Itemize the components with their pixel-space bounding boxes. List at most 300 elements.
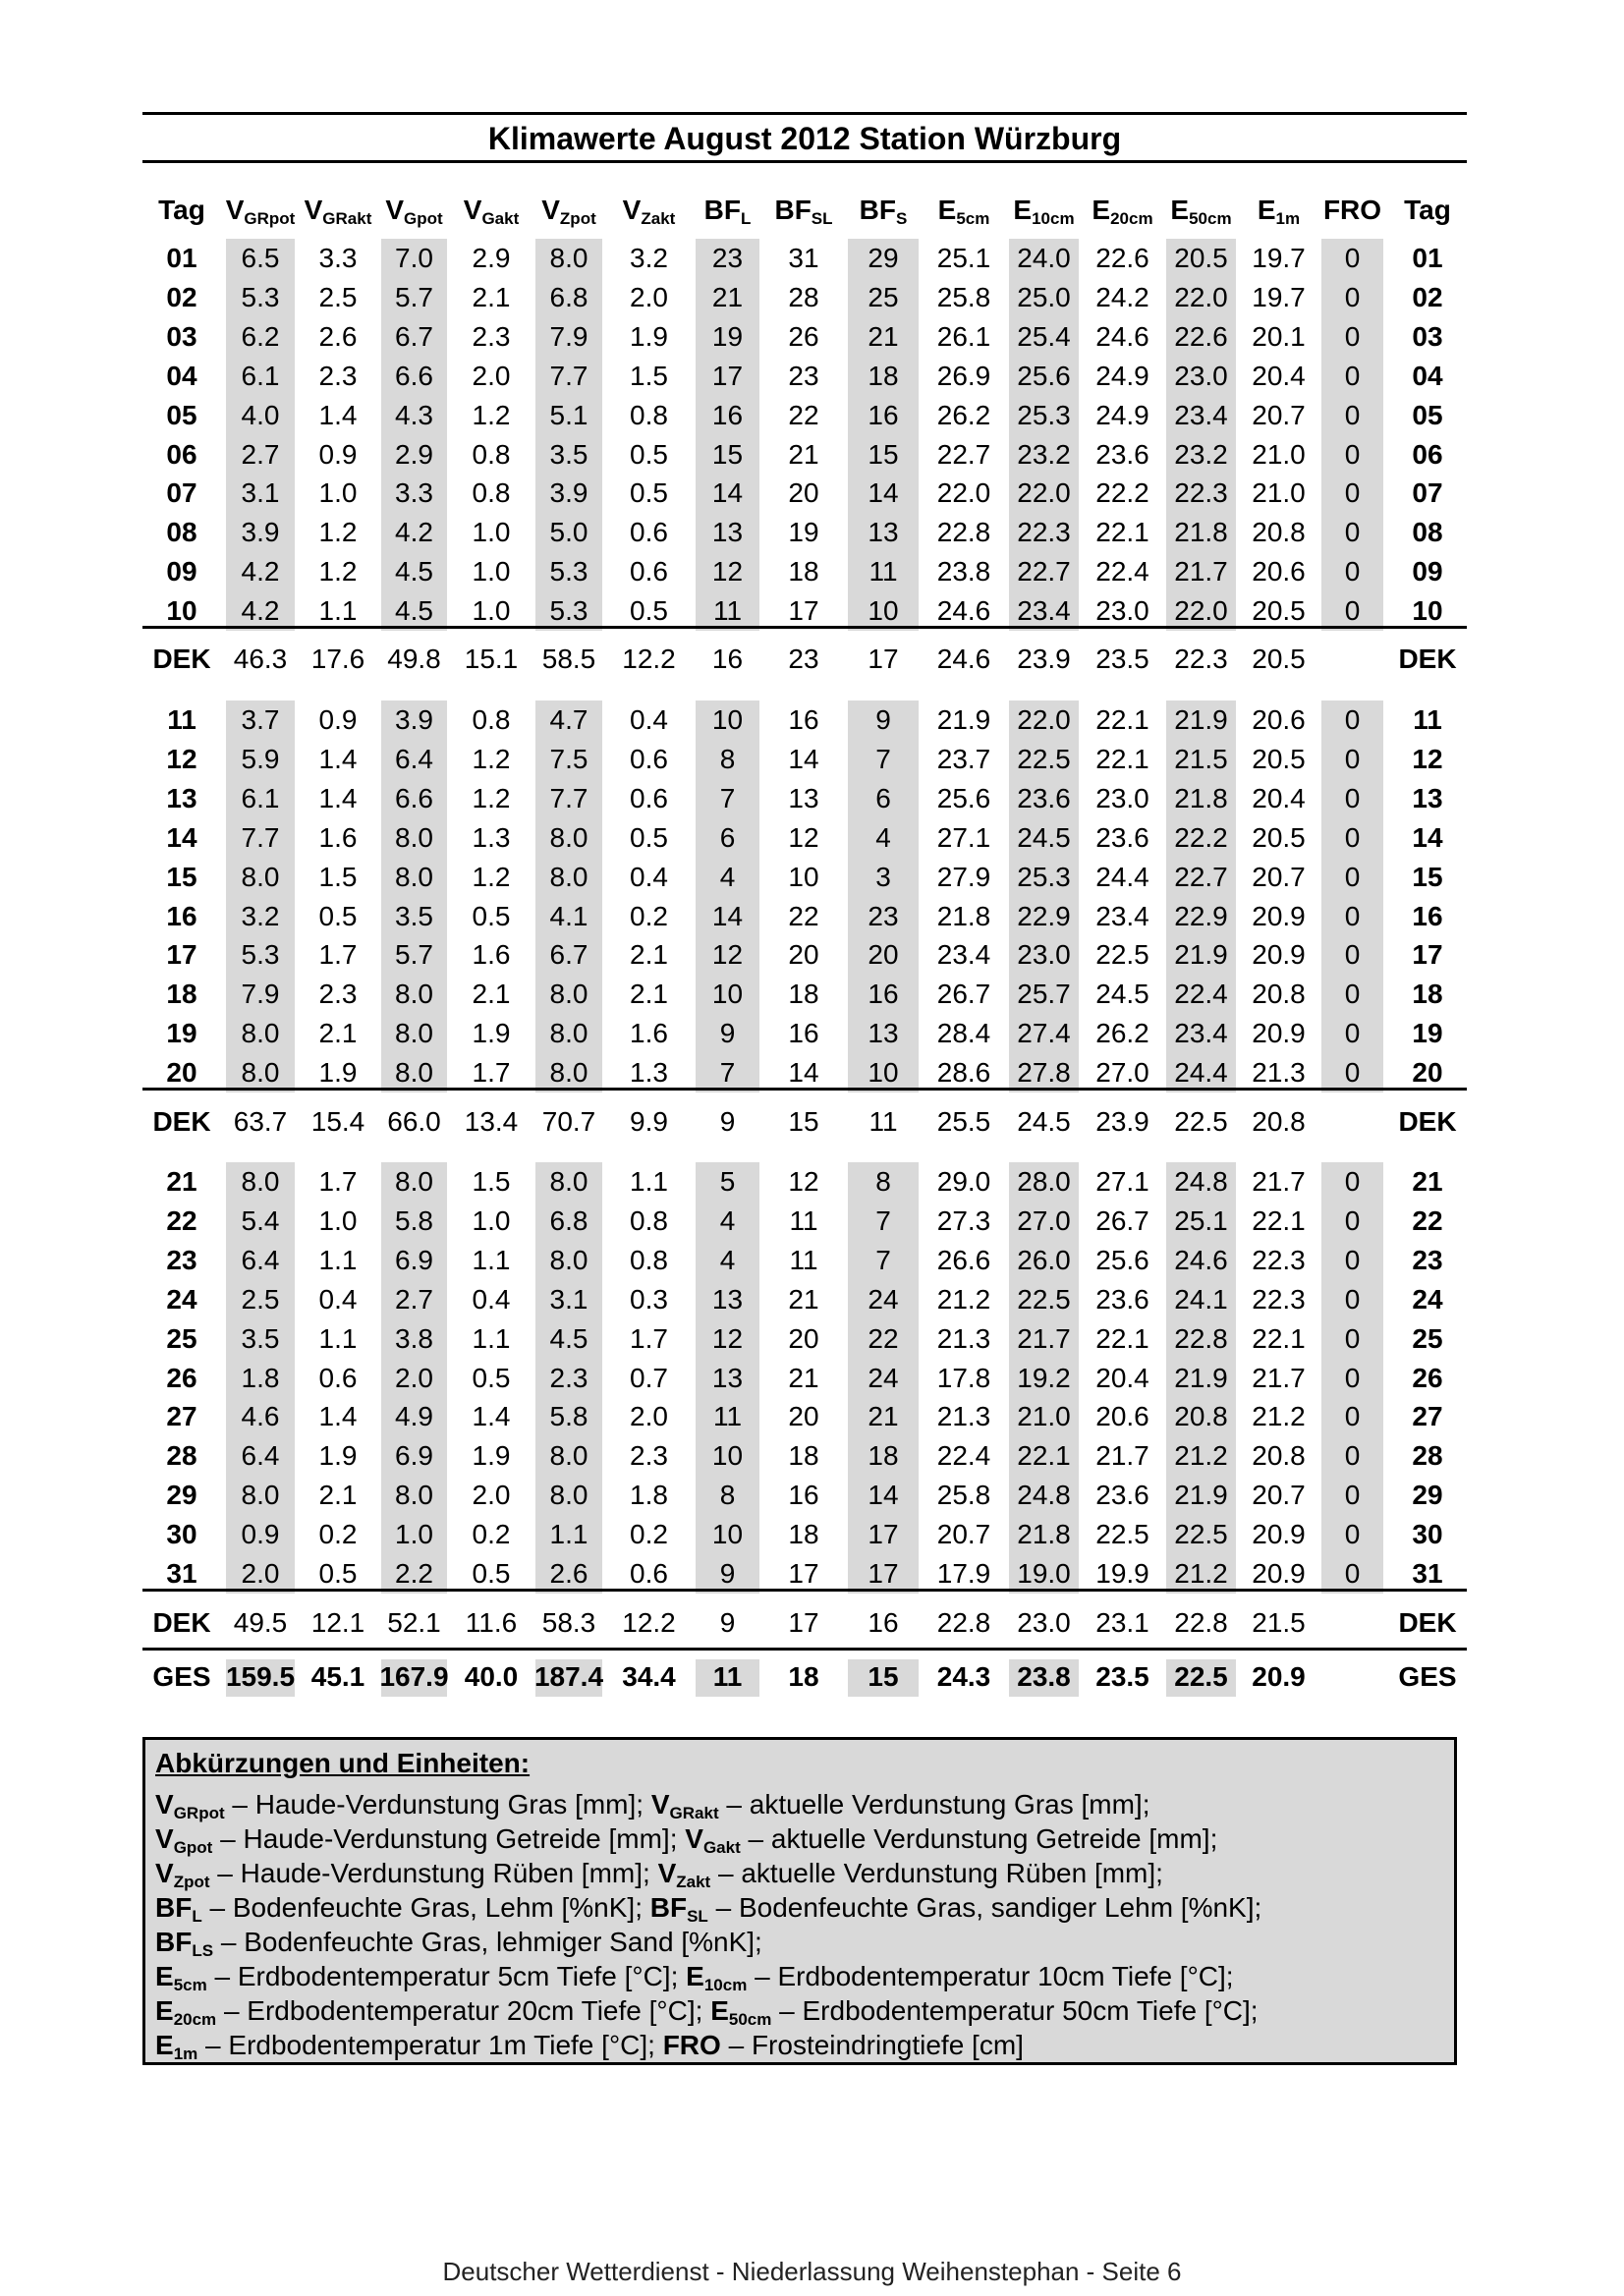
- data-cell: 20.9: [1252, 1558, 1306, 1589]
- data-cell: 0: [1344, 243, 1361, 273]
- data-cell: 23.4: [1017, 595, 1071, 627]
- data-cell: 24.4: [1095, 861, 1149, 892]
- data-cell: 22: [788, 900, 819, 931]
- data-cell: 1.6: [318, 821, 358, 853]
- data-cell: 1.4: [318, 743, 358, 774]
- data-cell: 19.7: [1252, 243, 1306, 273]
- legend-abbrev-sub: 5cm: [173, 1976, 207, 1994]
- data-cell: 10: [788, 861, 819, 892]
- day-label: 11: [1413, 704, 1442, 735]
- column-header: [1084, 191, 1161, 230]
- legend-lines: [155, 1787, 1444, 2062]
- data-cell: 31: [788, 243, 819, 273]
- data-cell: 24.0: [1017, 243, 1071, 273]
- data-cell: 22.3: [1252, 1244, 1306, 1275]
- data-cell: 1.6: [472, 939, 511, 971]
- data-cell: 4: [719, 1204, 736, 1236]
- dek-cell: 70.7: [541, 1106, 596, 1137]
- legend-abbrev: V: [155, 1858, 174, 1888]
- data-cell: 20.8: [1174, 1401, 1228, 1432]
- legend-definition: – Erdbodentemperatur 1m Tiefe [°C];: [197, 2030, 663, 2060]
- day-label: 28: [1412, 1440, 1443, 1472]
- dek-cell: 15.4: [310, 1106, 365, 1137]
- data-cell: 5.0: [549, 517, 588, 548]
- legend-definition: – Haude-Verdunstung Gras [mm];: [224, 1789, 651, 1820]
- dek-cell: [1316, 640, 1388, 679]
- data-cell: 2.0: [472, 360, 511, 391]
- data-cell: 2.9: [472, 243, 511, 273]
- dek-cell: 22.8: [1174, 1607, 1228, 1638]
- data-cell: 24.9: [1095, 360, 1149, 391]
- dek-cell: 22.3: [1174, 644, 1228, 674]
- ges-cell: 34.4: [622, 1661, 676, 1692]
- day-label: 27: [1412, 1401, 1443, 1432]
- legend-definition: – aktuelle Verdunstung Gras [mm];: [718, 1789, 1150, 1820]
- data-cell: 21.7: [1252, 1166, 1306, 1197]
- data-cell: 2.1: [318, 1018, 358, 1049]
- data-cell: 21.7: [1095, 1440, 1149, 1472]
- data-cell: 5.8: [549, 1401, 588, 1432]
- data-cell: 1.7: [472, 1057, 511, 1089]
- day-label: 22: [166, 1204, 197, 1236]
- data-cell: 1.0: [395, 1519, 433, 1550]
- data-cell: 1.7: [318, 939, 358, 971]
- column-header-main: E: [937, 195, 957, 225]
- data-cell: 1.7: [318, 1166, 358, 1197]
- day-label: 03: [166, 320, 197, 352]
- column-header-sub: S: [895, 209, 908, 228]
- data-cell: 0.2: [630, 1519, 668, 1550]
- data-cell: 22.3: [1174, 477, 1228, 509]
- column-header-sub: L: [740, 209, 752, 228]
- data-cell: 0: [1344, 477, 1361, 509]
- data-cell: 21.7: [1252, 1362, 1306, 1393]
- data-cell: 16: [868, 399, 899, 430]
- data-cell: 7.7: [549, 782, 588, 813]
- legend-abbrev-sub: Gpot: [173, 1838, 213, 1857]
- legend-line: [155, 1856, 1444, 1890]
- data-cell: 2.7: [395, 1283, 433, 1315]
- data-cell: 27.9: [936, 861, 991, 892]
- data-cell: 21.0: [1252, 477, 1306, 509]
- data-cell: 1.5: [318, 861, 358, 892]
- column-header-main: E: [1170, 195, 1190, 225]
- data-cell: 2.3: [318, 360, 358, 391]
- day-label: 30: [166, 1519, 197, 1550]
- data-cell: 6.6: [395, 782, 433, 813]
- data-cell: 14: [711, 477, 744, 509]
- data-cell: 22.3: [1252, 1283, 1306, 1315]
- data-cell: 20.6: [1252, 704, 1306, 735]
- ges-cell: 11: [712, 1661, 743, 1692]
- dek-cell: 24.5: [1017, 1106, 1071, 1137]
- legend-abbrev-sub: 10cm: [703, 1976, 748, 1994]
- data-cell: 25.1: [936, 243, 991, 273]
- day-label: 29: [1412, 1480, 1443, 1511]
- data-cell: 0.5: [630, 438, 668, 470]
- data-cell: 0.6: [630, 782, 668, 813]
- ges-label: GES: [1398, 1661, 1457, 1692]
- data-cell: 4.1: [549, 900, 588, 931]
- data-cell: 20: [868, 939, 899, 971]
- data-cell: 5.4: [241, 1204, 280, 1236]
- data-cell: 22.2: [1174, 821, 1228, 853]
- data-cell: 0.5: [318, 900, 358, 931]
- data-cell: 21.8: [1174, 517, 1228, 548]
- data-cell: 22.9: [1017, 900, 1071, 931]
- data-cell: 22.0: [1017, 477, 1071, 509]
- data-cell: 26.2: [1095, 1018, 1149, 1049]
- data-cell: 1.2: [472, 399, 511, 430]
- dek-cell: [1316, 1603, 1388, 1643]
- data-cell: 0: [1344, 1018, 1361, 1049]
- data-cell: 22.0: [1174, 281, 1228, 312]
- ges-cell: 45.1: [310, 1661, 365, 1692]
- data-cell: 2.0: [630, 281, 668, 312]
- data-cell: 23.4: [1174, 399, 1228, 430]
- data-cell: 8.0: [241, 861, 280, 892]
- data-cell: 13: [788, 782, 819, 813]
- data-cell: 0.8: [472, 438, 511, 470]
- data-cell: 16: [788, 704, 819, 735]
- data-cell: 26.6: [936, 1244, 991, 1275]
- dek-cell: 9.9: [630, 1106, 668, 1137]
- data-cell: 17: [788, 595, 819, 627]
- data-cell: 12: [711, 1322, 744, 1354]
- dek-cell: 9: [719, 1607, 736, 1638]
- data-cell: 6.5: [241, 243, 280, 273]
- data-cell: 8.0: [549, 1018, 588, 1049]
- legend-box: [142, 1737, 1457, 2065]
- data-cell: 18: [788, 1440, 819, 1472]
- data-cell: 22.1: [1017, 1440, 1071, 1472]
- data-cell: 0: [1344, 979, 1361, 1010]
- dek-cell: 58.3: [541, 1607, 596, 1638]
- column-header-main: V: [304, 195, 323, 225]
- data-cell: 16: [711, 399, 744, 430]
- legend-abbrev: E: [710, 1995, 729, 2026]
- dek-cell: 23.1: [1095, 1607, 1149, 1638]
- data-cell: 1.5: [472, 1166, 511, 1197]
- data-cell: 24.5: [1017, 821, 1071, 853]
- data-cell: 24.6: [1095, 320, 1149, 352]
- data-cell: 17: [868, 1558, 899, 1589]
- data-cell: 5.3: [549, 595, 588, 627]
- data-cell: 17.8: [936, 1362, 991, 1393]
- data-cell: 21.3: [936, 1401, 991, 1432]
- data-cell: 21: [788, 438, 819, 470]
- page-footer: Deutscher Wetterdienst - Niederlassung Weihenstephan - Seite 6: [442, 2257, 1182, 2286]
- data-cell: 4.2: [241, 556, 280, 588]
- data-cell: 21: [868, 320, 899, 352]
- data-cell: 22.1: [1252, 1322, 1306, 1354]
- data-cell: 0: [1344, 1057, 1361, 1089]
- data-cell: 0: [1344, 595, 1361, 627]
- data-cell: 21.9: [1174, 939, 1228, 971]
- data-cell: 9: [719, 1558, 736, 1589]
- data-cell: 4.5: [395, 556, 433, 588]
- data-cell: 3: [875, 861, 891, 892]
- day-label: 31: [1412, 1558, 1443, 1589]
- column-header-main: V: [225, 195, 245, 225]
- data-cell: 0: [1344, 360, 1361, 391]
- data-cell: 27.8: [1017, 1057, 1071, 1089]
- data-cell: 22.5: [1095, 939, 1149, 971]
- data-cell: 4.5: [549, 1322, 588, 1354]
- day-label: 04: [1412, 360, 1443, 391]
- data-cell: 12: [711, 939, 744, 971]
- data-cell: 20.9: [1252, 1519, 1306, 1550]
- dek-label: DEK: [152, 1607, 211, 1638]
- dek-cell: 9: [719, 1106, 736, 1137]
- data-cell: 1.8: [241, 1362, 280, 1393]
- data-cell: 0.6: [630, 556, 668, 588]
- data-cell: 1.1: [549, 1519, 588, 1550]
- data-cell: 18: [868, 360, 899, 391]
- day-label: 12: [166, 743, 197, 774]
- data-cell: 19.7: [1252, 281, 1306, 312]
- data-cell: 11: [868, 556, 898, 588]
- data-cell: 7.9: [549, 320, 588, 352]
- data-cell: 13: [711, 517, 744, 548]
- column-header: [1161, 191, 1241, 230]
- ges-cell: 23.5: [1095, 1661, 1149, 1692]
- data-cell: 0.9: [318, 704, 358, 735]
- data-cell: 27.3: [936, 1204, 991, 1236]
- data-cell: 18: [788, 979, 819, 1010]
- column-header-sub: Gpot: [404, 209, 443, 228]
- data-cell: 27.1: [1095, 1166, 1149, 1197]
- column-header: [221, 191, 300, 230]
- column-header-main: E: [1092, 195, 1111, 225]
- dek-cell: 16: [711, 644, 744, 674]
- ges-cell: 167.9: [379, 1661, 449, 1692]
- dek-cell: 15: [788, 1106, 819, 1137]
- data-cell: 21.5: [1174, 743, 1228, 774]
- data-cell: 8.0: [395, 861, 433, 892]
- data-cell: 0.8: [472, 704, 511, 735]
- data-cell: 5.1: [549, 399, 588, 430]
- data-cell: 2.6: [318, 320, 358, 352]
- data-cell: 21.8: [936, 900, 991, 931]
- dek-cell: 49.8: [387, 644, 441, 674]
- data-cell: 19: [788, 517, 819, 548]
- column-header-sub: Zakt: [641, 209, 676, 228]
- data-cell: 7.9: [241, 979, 280, 1010]
- data-cell: 4.7: [549, 704, 588, 735]
- day-label: 01: [166, 243, 197, 273]
- data-cell: 3.3: [318, 243, 358, 273]
- legend-definition: – Erdbodentemperatur 50cm Tiefe [°C];: [771, 1995, 1259, 2026]
- dek-cell: 58.5: [541, 644, 596, 674]
- data-cell: 20.6: [1252, 556, 1306, 588]
- data-cell: 22.3: [1017, 517, 1071, 548]
- column-header-main: V: [463, 195, 482, 225]
- day-label: 21: [1412, 1166, 1443, 1197]
- data-cell: 20: [788, 1322, 819, 1354]
- data-cell: 5.3: [549, 556, 588, 588]
- data-cell: 3.9: [549, 477, 588, 509]
- data-cell: 23.2: [1174, 438, 1228, 470]
- data-cell: 18: [788, 1519, 819, 1550]
- data-cell: 27.0: [1017, 1204, 1071, 1236]
- legend-line: [155, 1821, 1444, 1856]
- data-cell: 20.8: [1252, 517, 1306, 548]
- column-header: [843, 191, 924, 230]
- data-cell: 22.1: [1095, 704, 1149, 735]
- day-label: 10: [166, 595, 197, 627]
- data-cell: 27.4: [1017, 1018, 1071, 1049]
- data-cell: 20: [788, 1401, 819, 1432]
- column-header-main: FRO: [1322, 195, 1382, 225]
- data-cell: 22: [788, 399, 819, 430]
- dek-label: DEK: [152, 1106, 211, 1137]
- dek-cell: 23.0: [1017, 1607, 1071, 1638]
- legend-abbrev: BF: [155, 1892, 193, 1923]
- ges-cell: 187.4: [533, 1661, 604, 1692]
- legend-abbrev: V: [155, 1823, 174, 1854]
- data-cell: 6.1: [241, 782, 280, 813]
- data-cell: 21.7: [1017, 1322, 1071, 1354]
- data-cell: 3.8: [395, 1322, 433, 1354]
- data-cell: 25.3: [1017, 861, 1071, 892]
- legend-definition: – Haude-Verdunstung Rüben [mm];: [209, 1858, 658, 1888]
- data-cell: 3.5: [395, 900, 433, 931]
- data-cell: 17: [711, 360, 744, 391]
- data-cell: 8.0: [549, 979, 588, 1010]
- data-cell: 0: [1344, 438, 1361, 470]
- data-cell: 22.1: [1095, 743, 1149, 774]
- data-cell: 8.0: [549, 1480, 588, 1511]
- data-cell: 22.6: [1095, 243, 1149, 273]
- dek-cell: 25.5: [936, 1106, 991, 1137]
- data-cell: 22.8: [936, 517, 991, 548]
- data-cell: 9: [719, 1018, 736, 1049]
- data-cell: 11: [712, 1401, 743, 1432]
- day-label: 14: [1412, 821, 1443, 853]
- data-cell: 28.0: [1017, 1166, 1071, 1197]
- column-header: [1316, 191, 1388, 230]
- data-cell: 5.3: [241, 939, 280, 971]
- day-label: 01: [1412, 243, 1443, 273]
- legend-line: [155, 1993, 1444, 2028]
- data-cell: 23: [868, 900, 899, 931]
- day-label: 31: [166, 1558, 197, 1589]
- data-cell: 8.0: [549, 1166, 588, 1197]
- data-cell: 23.0: [1095, 782, 1149, 813]
- data-cell: 24.8: [1174, 1166, 1228, 1197]
- data-cell: 0.6: [630, 1558, 668, 1589]
- dek-cell: 11.6: [465, 1607, 518, 1638]
- column-header: [1241, 191, 1316, 230]
- data-cell: 2.0: [395, 1362, 433, 1393]
- data-cell: 22.5: [1174, 1519, 1228, 1550]
- day-label: 13: [1412, 782, 1443, 813]
- data-cell: 4: [719, 1244, 736, 1275]
- data-cell: 24.5: [1095, 979, 1149, 1010]
- data-cell: 22.4: [1095, 556, 1149, 588]
- data-cell: 5.7: [395, 939, 433, 971]
- data-cell: 0: [1344, 1480, 1361, 1511]
- data-cell: 22.5: [1017, 743, 1071, 774]
- data-cell: 5.9: [241, 743, 280, 774]
- day-label: 11: [167, 704, 196, 735]
- data-cell: 0: [1344, 1204, 1361, 1236]
- data-cell: 28.4: [936, 1018, 991, 1049]
- legend-definition: – Bodenfeuchte Gras, Lehm [%nK];: [201, 1892, 650, 1923]
- data-cell: 11: [789, 1204, 818, 1236]
- column-header: [1388, 191, 1467, 230]
- data-cell: 21.9: [1174, 1362, 1228, 1393]
- data-cell: 6.6: [395, 360, 433, 391]
- data-cell: 9: [875, 704, 891, 735]
- data-cell: 24.6: [1174, 1244, 1228, 1275]
- day-label: 15: [1412, 861, 1443, 892]
- data-cell: 0.5: [472, 1362, 511, 1393]
- data-cell: 0.5: [472, 1558, 511, 1589]
- data-cell: 4.6: [241, 1401, 280, 1432]
- data-cell: 6.7: [549, 939, 588, 971]
- data-cell: 21.3: [936, 1322, 991, 1354]
- day-label: 20: [166, 1057, 197, 1089]
- data-cell: 16: [788, 1018, 819, 1049]
- data-cell: 1.4: [318, 1401, 358, 1432]
- data-cell: 10: [711, 979, 744, 1010]
- data-cell: 22.9: [1174, 900, 1228, 931]
- data-cell: 21.9: [1174, 704, 1228, 735]
- data-cell: 19.0: [1017, 1558, 1071, 1589]
- data-cell: 23.6: [1095, 1480, 1149, 1511]
- data-cell: 24: [868, 1362, 899, 1393]
- data-cell: 0.5: [630, 595, 668, 627]
- column-header: [691, 191, 764, 230]
- data-cell: 8.0: [241, 1166, 280, 1197]
- legend-abbrev-sub: L: [192, 1907, 202, 1926]
- data-cell: 0: [1344, 821, 1361, 853]
- data-cell: 12: [711, 556, 744, 588]
- data-cell: 21.2: [1174, 1440, 1228, 1472]
- legend-definition: – Erdbodentemperatur 5cm Tiefe [°C];: [206, 1961, 687, 1991]
- data-cell: 2.5: [318, 281, 358, 312]
- day-label: 19: [1412, 1018, 1443, 1049]
- data-cell: 10: [868, 595, 899, 627]
- data-cell: 1.5: [630, 360, 668, 391]
- data-cell: 25.7: [1017, 979, 1071, 1010]
- data-cell: 6.4: [241, 1440, 280, 1472]
- data-cell: 1.9: [318, 1057, 358, 1089]
- data-cell: 8.0: [549, 861, 588, 892]
- dek-cell: 20.8: [1252, 1106, 1306, 1137]
- data-cell: 2.1: [318, 1480, 358, 1511]
- data-cell: 27.0: [1095, 1057, 1149, 1089]
- data-cell: 22: [868, 1322, 899, 1354]
- data-cell: 26.1: [936, 320, 991, 352]
- data-cell: 23.6: [1017, 782, 1071, 813]
- dek-cell: [1316, 1102, 1388, 1142]
- dek-cell: 46.3: [233, 644, 288, 674]
- data-cell: 2.6: [549, 1558, 588, 1589]
- data-cell: 1.1: [472, 1244, 511, 1275]
- data-cell: 20.5: [1174, 243, 1228, 273]
- data-cell: 2.1: [472, 979, 511, 1010]
- data-cell: 26.2: [936, 399, 991, 430]
- data-cell: 25.8: [936, 281, 991, 312]
- legend-abbrev-sub: GRakt: [669, 1804, 719, 1822]
- data-cell: 2.0: [472, 1480, 511, 1511]
- data-cell: 0.8: [630, 1204, 668, 1236]
- data-cell: 14: [711, 900, 744, 931]
- data-cell: 10: [711, 1519, 744, 1550]
